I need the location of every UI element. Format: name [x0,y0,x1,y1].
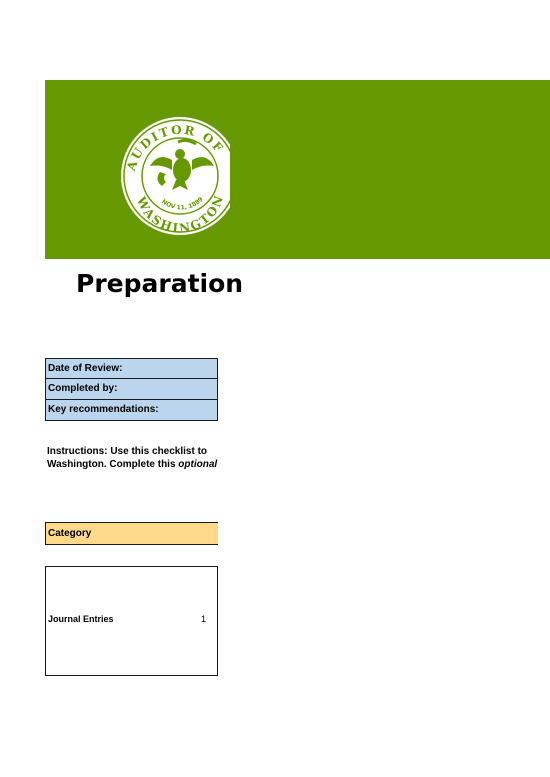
instructions-line-2 [47,459,218,472]
seal-top-text: AUDITOR OF [124,122,227,173]
table-row [45,566,218,676]
instructions-line-1: Instructions: Use this checklist to [47,446,208,457]
seal-date-text: NOV 11, 1889 [160,195,205,212]
category-number-cell: 1 [201,614,207,624]
completed-by-field[interactable]: Completed by: [45,379,218,400]
instructions-text [47,446,218,471]
page-title: Preparation [76,269,244,298]
category-column-header: Category [45,522,218,545]
seal-bottom-text: WASHINGTON [134,192,227,236]
category-name-cell: Journal Entries [48,614,114,624]
instructions-optional-emphasis: optional [178,458,218,470]
date-of-review-field[interactable]: Date of Review: [45,358,218,379]
instructions-line-2-prefix: Washington. Complete this [47,458,179,470]
key-recommendations-field[interactable]: Key recommendations: [45,400,218,421]
seal-container [120,108,227,244]
review-info-table [45,358,218,421]
state-auditor-seal-icon [120,108,230,244]
